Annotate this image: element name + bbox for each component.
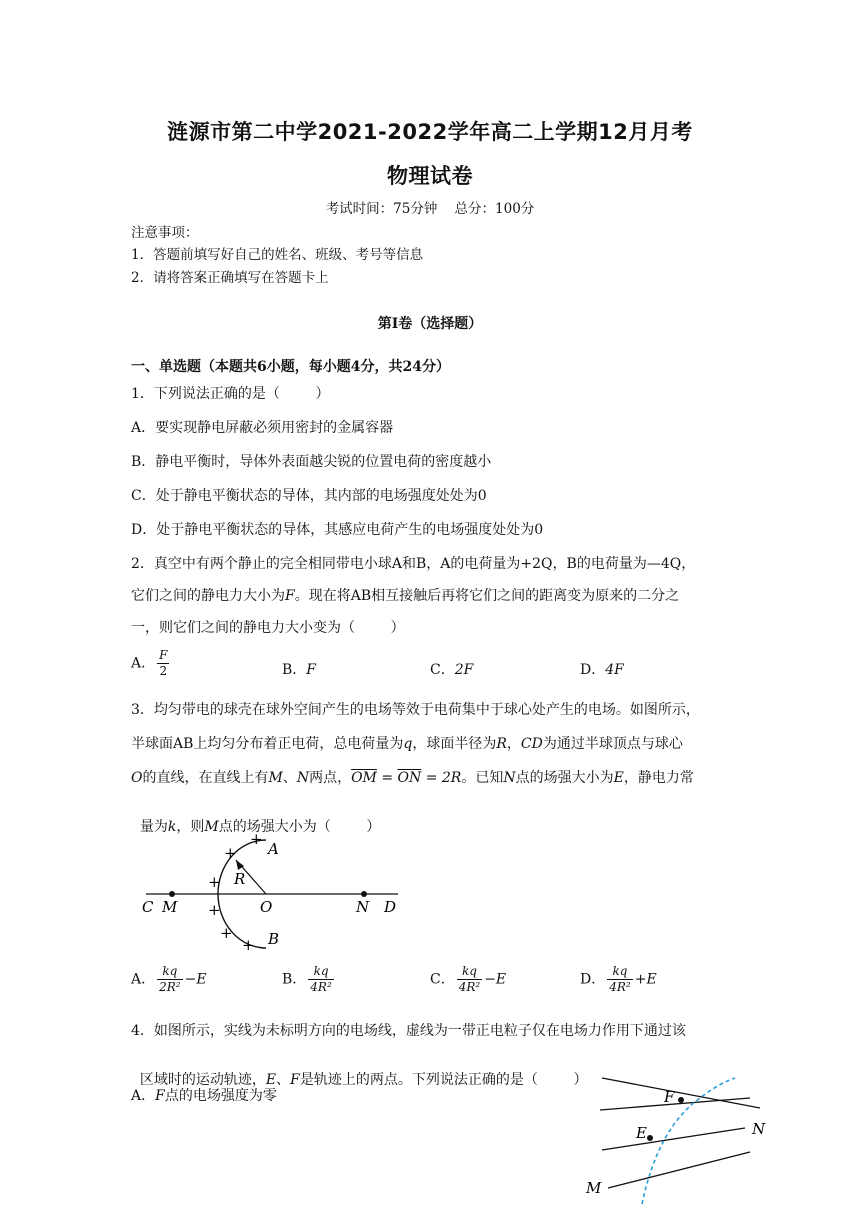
q4-line-2: 区域时的运动轨迹，E、F是轨迹上的两点。下列说法正确的是（ ） [139, 1072, 588, 1088]
q1-option-c: C．处于静电平衡状态的导体，其内部的电场强度处处为0 [131, 488, 487, 504]
field-line-4 [608, 1152, 750, 1188]
q1-stem: 1．下列说法正确的是（ ） [131, 386, 330, 402]
label-e: E [636, 1124, 647, 1142]
exam-info: 考试时间：75分钟 总分：100分 [325, 201, 535, 217]
notes-heading: 注意事项： [131, 225, 199, 241]
q3-line-2: 半球面AB上均匀分布着正电荷，总电荷量为q，球面半径为R，CD为通过半球顶点与球心 [131, 736, 683, 752]
q3-option-b: B． $\frac{kq}{\text{4R²}}$ [282, 964, 332, 994]
q1-option-d: D．处于静电平衡状态的导体，其感应电荷产生的电场强度处处为0 [131, 522, 544, 538]
point-n [361, 891, 367, 897]
q3-option-d: D． $\frac{kq}{\text{4R²}}$ +E [580, 964, 657, 994]
field-line-2 [600, 1098, 750, 1110]
q3-option-c: C． $\frac{kq}{\text{4R²}}$ −E [430, 964, 507, 994]
note-item-1: 1．答题前填写好自己的姓名、班级、考号等信息 [131, 247, 424, 263]
label-c: C [142, 898, 154, 916]
label-d: D [384, 898, 397, 916]
label-f: F [664, 1088, 675, 1106]
exam-title: 涟源市第二中学2021-2022学年高二上学期12月月考 [167, 120, 693, 144]
q2-line-1: 2．真空中有两个静止的完全相同带电小球A和B，A的电荷量为+2Q，B的电荷量为—4Q， [131, 556, 696, 572]
label-r: R [234, 870, 246, 888]
q4-field-figure [580, 1068, 780, 1208]
q2-option-a: A． $\frac{F}{2}$ [131, 648, 168, 678]
label-b: B [268, 930, 280, 948]
plus-sign-6: + [242, 936, 255, 952]
q2-option-d: D．4F [580, 662, 624, 678]
label-m: M [162, 898, 178, 916]
exam-subtitle: 物理试卷 [387, 164, 473, 188]
q2-option-c: C．2F [430, 662, 474, 678]
q2-line-2: 它们之间的静电力大小为F。现在将AB相互接触后再将它们之间的距离变为原来的二分之 [131, 588, 680, 604]
q2-option-b: B．F [282, 662, 317, 678]
plus-sign-5: + [220, 924, 233, 942]
point-f [678, 1097, 684, 1103]
q3-line-1: 3．均匀带电的球壳在球外空间产生的电场等效于电荷集中于球心处产生的电场。如图所示， [131, 702, 700, 718]
plus-sign-1: + [250, 830, 263, 848]
q2-line-3: 一，则它们之间的静电力大小变为（ ） [131, 620, 405, 636]
plus-sign-2: + [224, 844, 237, 862]
part-title: 一、单选题（本题共6小题，每小题4分，共24分） [131, 359, 450, 375]
section-title: 第Ⅰ卷（选择题） [377, 316, 483, 332]
q3-line-4: 量为k，则M点的场强大小为（ ） [139, 819, 381, 835]
q3-option-a: A． $\frac{kq}{\text{2R²}}$ −E [131, 964, 207, 994]
label-n: N [356, 898, 370, 916]
label-a: A [268, 840, 279, 858]
q4-line-1: 4．如图所示，实线为未标明方向的电场线，虚线为一带正电粒子仅在电场力作用下通过该 [131, 1023, 686, 1039]
label-o: O [260, 898, 273, 916]
q4-option-a: A．F点的电场强度为零 [131, 1088, 277, 1104]
point-e [647, 1135, 653, 1141]
label-n: N [752, 1120, 766, 1138]
q1-option-b: B．静电平衡时，导体外表面越尖锐的位置电荷的密度越小 [131, 454, 492, 470]
field-line-3 [602, 1128, 745, 1150]
q1-option-a: A．要实现静电屏蔽必须用密封的金属容器 [131, 420, 394, 436]
label-m: M [586, 1179, 602, 1197]
q3-line-3: O的直线，在直线上有M、N两点，$\overline{OM} = \overline{ON} = 2R$。已知N点的场强大小为E，静电力常 [131, 770, 694, 786]
plus-sign-3: + [208, 873, 221, 891]
plus-sign-4: + [208, 901, 221, 919]
q3-hemisphere-figure [138, 826, 408, 952]
note-item-2: 2．请将答案正确填写在答题卡上 [131, 270, 329, 286]
point-m [169, 891, 175, 897]
particle-trajectory [642, 1078, 735, 1204]
